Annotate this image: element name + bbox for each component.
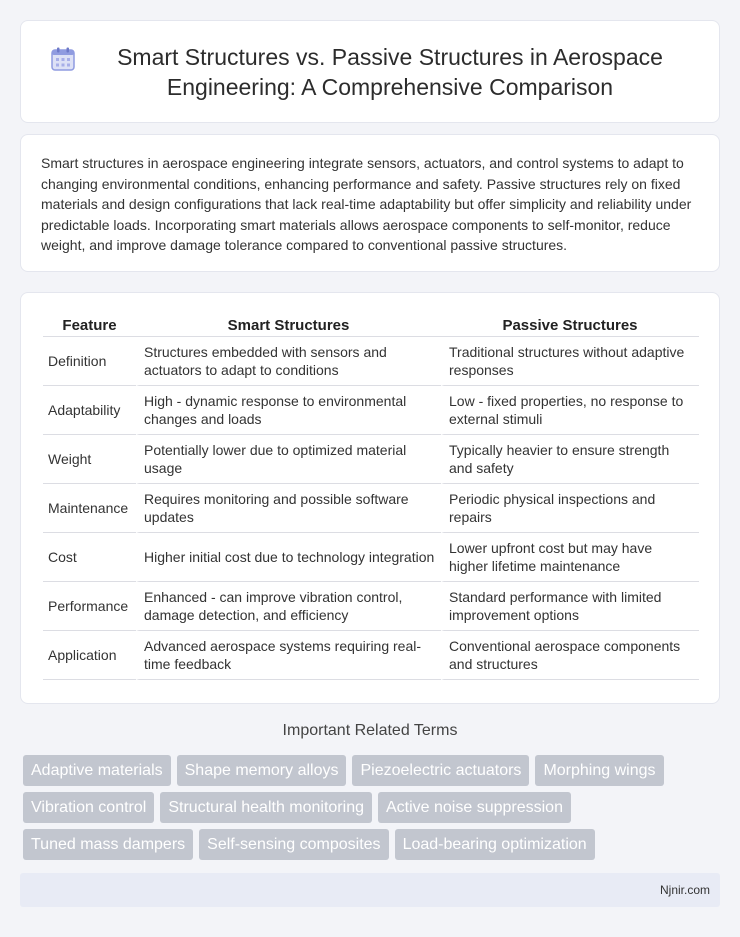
table-row (43, 484, 699, 533)
feature-cell: Maintenance (43, 484, 136, 533)
related-term-tag[interactable]: Active noise suppression (378, 792, 571, 823)
passive-cell: Lower upfront cost but may have higher lifetime maintenance (441, 533, 699, 582)
comparison-table-card (20, 292, 720, 704)
table-row (43, 631, 699, 680)
feature-cell: Definition (43, 337, 136, 386)
smart-cell: Enhanced - can improve vibration control, damage detection, and efficiency (136, 582, 441, 631)
footer-site-link[interactable]: Njnir.com (659, 883, 710, 897)
table-row (43, 582, 699, 631)
related-term-tag[interactable]: Morphing wings (535, 755, 663, 786)
smart-cell: Potentially lower due to optimized material usage (136, 435, 441, 484)
smart-cell: Requires monitoring and possible software updates (136, 484, 441, 533)
related-term-tag[interactable]: Shape memory alloys (177, 755, 347, 786)
passive-cell: Standard performance with limited improvement options (441, 582, 699, 631)
related-term-tag[interactable]: Structural health monitoring (160, 792, 372, 823)
related-terms-list (23, 755, 713, 866)
related-term-tag[interactable]: Load-bearing optimization (395, 829, 595, 860)
passive-cell: Low - fixed properties, no response to external stimuli (441, 386, 699, 435)
table-row (43, 337, 699, 386)
tag-row (23, 792, 713, 823)
feature-cell: Performance (43, 582, 136, 631)
related-terms-heading: Important Related Terms (282, 722, 458, 739)
smart-cell: High - dynamic response to environmental changes and loads (136, 386, 441, 435)
feature-cell: Weight (43, 435, 136, 484)
feature-cell: Adaptability (43, 386, 136, 435)
passive-cell: Conventional aerospace components and structures (441, 631, 699, 680)
calendar-icon (50, 46, 76, 72)
comparison-table (43, 313, 699, 680)
smart-cell: Higher initial cost due to technology integration (136, 533, 441, 582)
tag-row (23, 829, 713, 860)
feature-cell: Cost (43, 533, 136, 582)
related-term-tag[interactable]: Adaptive materials (23, 755, 171, 786)
related-term-tag[interactable]: Piezoelectric actuators (352, 755, 529, 786)
related-term-tag[interactable]: Self-sensing composites (199, 829, 388, 860)
table-row (43, 533, 699, 582)
title-card (20, 20, 720, 123)
related-term-tag[interactable]: Vibration control (23, 792, 154, 823)
intro-paragraph: Smart structures in aerospace engineering integrate sensors, actuators, and control systems to adapt to changing environmental conditions, enhancing performance and safety. Passive structures rely on fixed materials and design configurations that lack real-time adaptability but offer simplicity and reliability under predictable loads. Incorporating smart materials allows aerospace components to self-monitor, reduce weight, and improve damage tolerance compared to conventional passive structures. (41, 155, 692, 253)
related-term-tag[interactable]: Tuned mass dampers (23, 829, 193, 860)
column-header-feature: Feature (43, 313, 136, 337)
passive-cell: Typically heavier to ensure strength and safety (441, 435, 699, 484)
passive-cell: Traditional structures without adaptive responses (441, 337, 699, 386)
table-row (43, 435, 699, 484)
passive-cell: Periodic physical inspections and repairs (441, 484, 699, 533)
table-header-row (43, 313, 699, 337)
feature-cell: Application (43, 631, 136, 680)
table-row (43, 386, 699, 435)
footer (20, 873, 720, 907)
intro-card (20, 134, 720, 272)
smart-cell: Structures embedded with sensors and actuators to adapt to conditions (136, 337, 441, 386)
column-header-passive: Passive Structures (441, 313, 699, 337)
page-title: Smart Structures vs. Passive Structures in Aerospace Engineering: A Comprehensive Comparison (117, 43, 663, 100)
tag-row (23, 755, 713, 786)
smart-cell: Advanced aerospace systems requiring real-time feedback (136, 631, 441, 680)
column-header-smart: Smart Structures (136, 313, 441, 337)
